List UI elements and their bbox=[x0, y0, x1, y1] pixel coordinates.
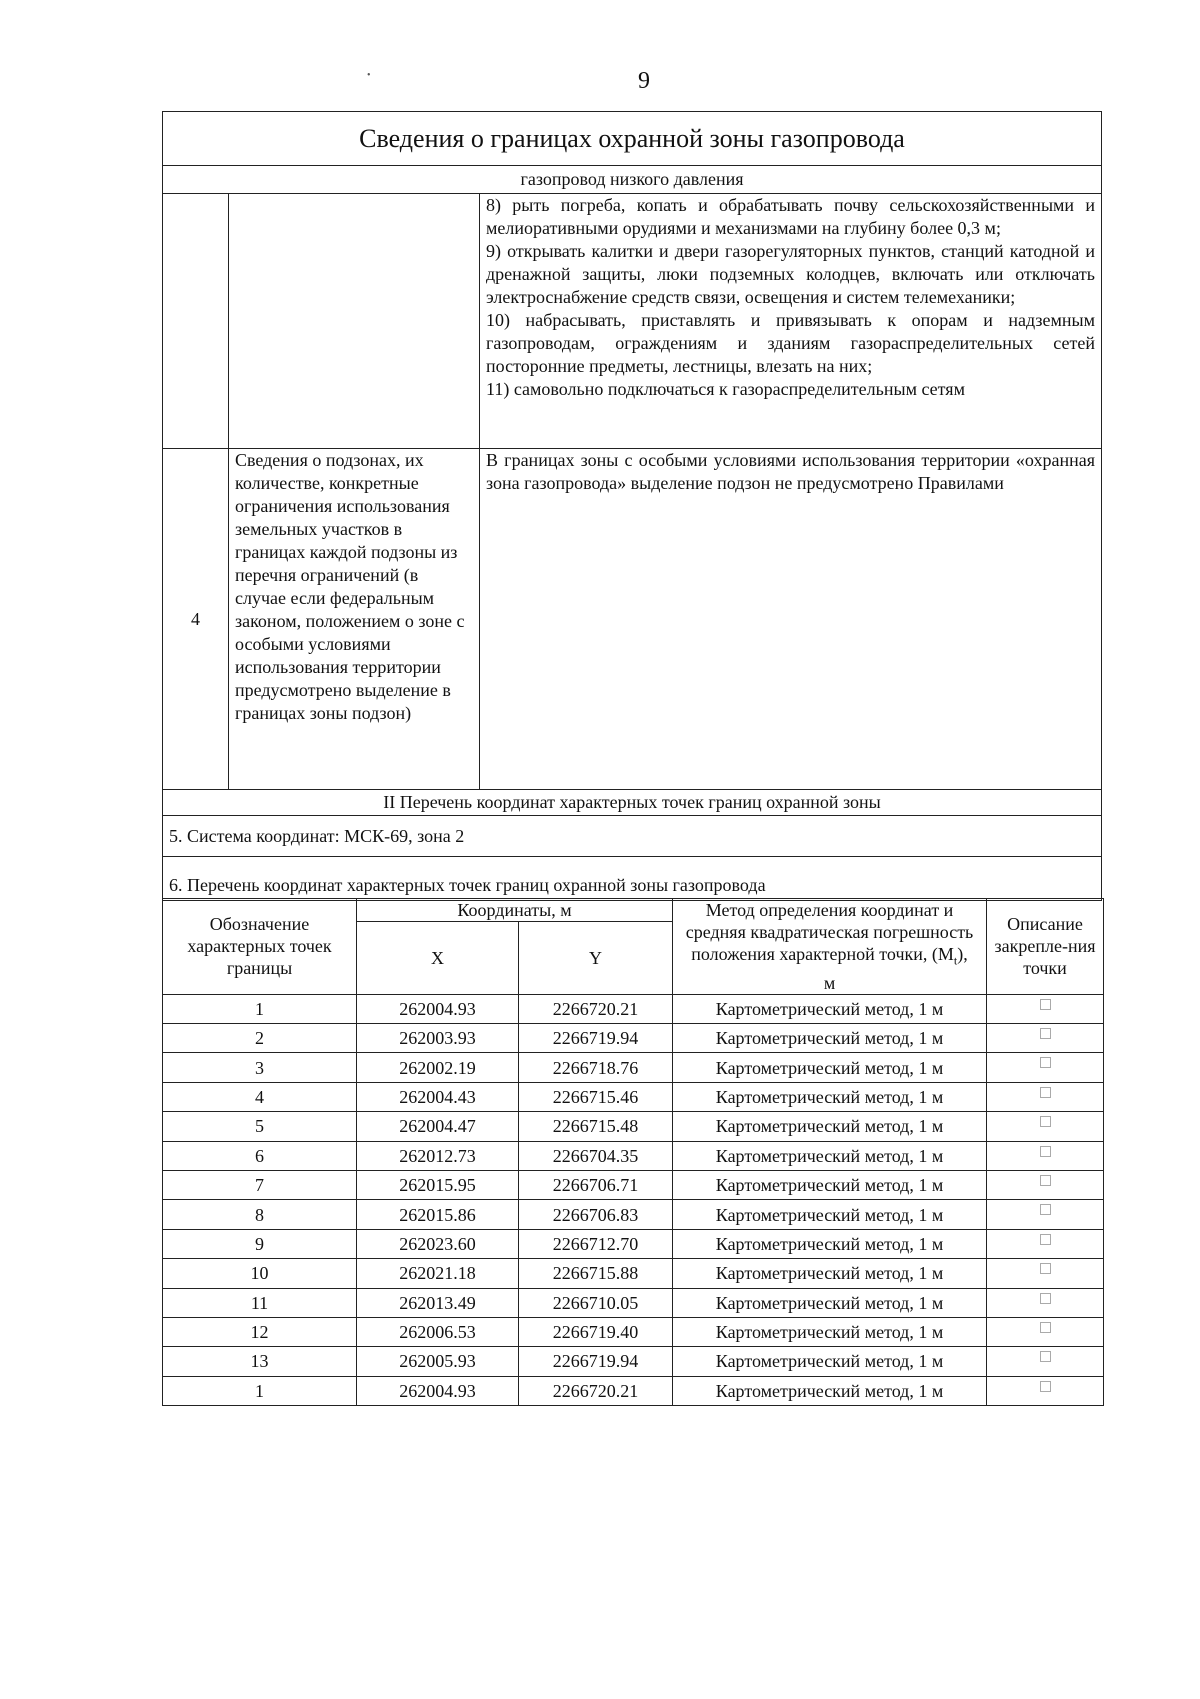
cell-method: Картометрический метод, 1 м bbox=[673, 1376, 987, 1405]
cell-y: 2266718.76 bbox=[519, 1053, 673, 1082]
empty-checkbox-icon bbox=[1040, 1381, 1051, 1392]
cell-y: 2266715.48 bbox=[519, 1112, 673, 1141]
cell-description bbox=[987, 1229, 1104, 1258]
cell-n: 1 bbox=[163, 994, 357, 1023]
header-y: Y bbox=[519, 922, 673, 994]
header-coordinates: Координаты, м bbox=[357, 899, 673, 922]
cell-description bbox=[987, 1112, 1104, 1141]
cell-x: 262013.49 bbox=[357, 1288, 519, 1317]
cell-x: 262004.93 bbox=[357, 994, 519, 1023]
rule-item: 9) открывать калитки и двери газорегуляторных пунктов, станций катодной и дренажной защиты, люки подземных колодцев, включать или отключать электроснабжение средств связи, освещения и систем телемеханики; bbox=[486, 241, 1095, 307]
rule-item: 11) самовольно подключаться к газораспределительным сетям bbox=[486, 379, 965, 399]
cell-description bbox=[987, 1082, 1104, 1111]
table-row bbox=[163, 1317, 1104, 1346]
cell-n: 10 bbox=[163, 1259, 357, 1288]
doc-subtitle: газопровод низкого давления bbox=[163, 166, 1102, 194]
cell-n: 12 bbox=[163, 1317, 357, 1346]
table-row bbox=[163, 1170, 1104, 1199]
scan-dot: • bbox=[367, 70, 371, 81]
cell-description bbox=[987, 1376, 1104, 1405]
cell-x: 262015.95 bbox=[357, 1170, 519, 1199]
cell-description bbox=[987, 1288, 1104, 1317]
cell-x: 262004.47 bbox=[357, 1112, 519, 1141]
cell-y: 2266704.35 bbox=[519, 1141, 673, 1170]
cell-x: 262005.93 bbox=[357, 1347, 519, 1376]
subzones-value: В границах зоны с особыми условиями использования территории «охранная зона газопровода» выделение подзон не предусмотрено Правилами bbox=[480, 449, 1102, 790]
cell-y: 2266719.94 bbox=[519, 1347, 673, 1376]
table-row bbox=[163, 1347, 1104, 1376]
empty-checkbox-icon bbox=[1040, 1175, 1051, 1186]
cell-y: 2266710.05 bbox=[519, 1288, 673, 1317]
cell-x: 262004.93 bbox=[357, 1376, 519, 1405]
cell-n: 5 bbox=[163, 1112, 357, 1141]
cell-y: 2266720.21 bbox=[519, 994, 673, 1023]
section-2-title: II Перечень координат характерных точек границ охранной зоны bbox=[163, 790, 1102, 816]
cell-n: 7 bbox=[163, 1170, 357, 1199]
coordinate-system: 5. Система координат: МСК-69, зона 2 bbox=[163, 816, 1102, 857]
cell-method: Картометрический метод, 1 м bbox=[673, 1112, 987, 1141]
restrictions-cell bbox=[480, 194, 1102, 449]
table-row bbox=[163, 1082, 1104, 1111]
table-row bbox=[163, 1376, 1104, 1405]
empty-checkbox-icon bbox=[1040, 1087, 1051, 1098]
header-method: Метод определения координат и средняя квадратическая погрешность положения характерной точки, $(M_t)$, м bbox=[673, 899, 987, 995]
cell-y: 2266706.83 bbox=[519, 1200, 673, 1229]
cell-method: Картометрический метод, 1 м bbox=[673, 1259, 987, 1288]
cell-method: Картометрический метод, 1 м bbox=[673, 1317, 987, 1346]
cell-method: Картометрический метод, 1 м bbox=[673, 1053, 987, 1082]
cell-x: 262015.86 bbox=[357, 1200, 519, 1229]
cell-n: 2 bbox=[163, 1023, 357, 1052]
table-row bbox=[163, 1288, 1104, 1317]
cell-y: 2266715.46 bbox=[519, 1082, 673, 1111]
empty-checkbox-icon bbox=[1040, 1293, 1051, 1304]
cell-x: 262021.18 bbox=[357, 1259, 519, 1288]
cell-n: 11 bbox=[163, 1288, 357, 1317]
cell-description bbox=[987, 1259, 1104, 1288]
zone-info-table bbox=[162, 111, 1102, 901]
subzones-label: Сведения о подзонах, их количестве, конкретные ограничения использования земельных участков в границах каждой подзоны из перечня ограничений (в случае если федеральным законом, положением о зоне с особыми условиями использования территории предусмотрено выделение в границах зоны подзон) bbox=[229, 449, 480, 790]
cell-n: 1 bbox=[163, 1376, 357, 1405]
cell-y: 2266719.94 bbox=[519, 1023, 673, 1052]
header-point: Обозначение характерных точек границы bbox=[163, 899, 357, 995]
empty-checkbox-icon bbox=[1040, 999, 1051, 1010]
cell-y: 2266706.71 bbox=[519, 1170, 673, 1199]
empty-label-cell bbox=[229, 194, 480, 449]
table-row bbox=[163, 1023, 1104, 1052]
page-number: 9 bbox=[638, 68, 650, 94]
cell-method: Картометрический метод, 1 м bbox=[673, 1229, 987, 1258]
cell-x: 262004.43 bbox=[357, 1082, 519, 1111]
cell-n: 8 bbox=[163, 1200, 357, 1229]
cell-method: Картометрический метод, 1 м bbox=[673, 1200, 987, 1229]
cell-n: 9 bbox=[163, 1229, 357, 1258]
table-row bbox=[163, 1053, 1104, 1082]
cell-description bbox=[987, 1170, 1104, 1199]
table-row bbox=[163, 1141, 1104, 1170]
cell-x: 262012.73 bbox=[357, 1141, 519, 1170]
cell-description bbox=[987, 1200, 1104, 1229]
coordinates-table bbox=[162, 898, 1104, 1406]
header-description: Описание закрепле-ния точки bbox=[987, 899, 1104, 995]
doc-title: Сведения о границах охранной зоны газопровода bbox=[163, 112, 1102, 166]
cell-method: Картометрический метод, 1 м bbox=[673, 994, 987, 1023]
empty-checkbox-icon bbox=[1040, 1146, 1051, 1157]
table-row bbox=[163, 1200, 1104, 1229]
header-x: X bbox=[357, 922, 519, 994]
table-row bbox=[163, 1112, 1104, 1141]
rule-item: 10) набрасывать, приставлять и привязывать к опорам и надземным газопроводам, ограждениям и зданиям газораспределительных сетей посторонние предметы, лестницы, влезать на них; bbox=[486, 310, 1095, 376]
cell-description bbox=[987, 1347, 1104, 1376]
cell-description bbox=[987, 1023, 1104, 1052]
empty-checkbox-icon bbox=[1040, 1322, 1051, 1333]
table-row bbox=[163, 1229, 1104, 1258]
cell-description bbox=[987, 994, 1104, 1023]
cell-description bbox=[987, 1317, 1104, 1346]
empty-checkbox-icon bbox=[1040, 1028, 1051, 1039]
cell-x: 262002.19 bbox=[357, 1053, 519, 1082]
cell-x: 262023.60 bbox=[357, 1229, 519, 1258]
cell-method: Картометрический метод, 1 м bbox=[673, 1288, 987, 1317]
cell-n: 13 bbox=[163, 1347, 357, 1376]
coordinates-list-title: 6. Перечень координат характерных точек границ охранной зоны газопровода bbox=[163, 857, 1102, 901]
empty-checkbox-icon bbox=[1040, 1204, 1051, 1215]
cell-method: Картометрический метод, 1 м bbox=[673, 1347, 987, 1376]
cell-x: 262003.93 bbox=[357, 1023, 519, 1052]
empty-checkbox-icon bbox=[1040, 1263, 1051, 1274]
cell-x: 262006.53 bbox=[357, 1317, 519, 1346]
rule-item: 8) рыть погреба, копать и обрабатывать почву сельскохозяйственными и мелиоративными орудиями и механизмами на глубину более 0,3 м; bbox=[486, 195, 1095, 238]
table-row bbox=[163, 994, 1104, 1023]
cell-y: 2266720.21 bbox=[519, 1376, 673, 1405]
cell-y: 2266719.40 bbox=[519, 1317, 673, 1346]
cell-description bbox=[987, 1053, 1104, 1082]
cell-y: 2266712.70 bbox=[519, 1229, 673, 1258]
cell-method: Картометрический метод, 1 м bbox=[673, 1023, 987, 1052]
cell-method: Картометрический метод, 1 м bbox=[673, 1170, 987, 1199]
cell-y: 2266715.88 bbox=[519, 1259, 673, 1288]
empty-checkbox-icon bbox=[1040, 1351, 1051, 1362]
empty-checkbox-icon bbox=[1040, 1116, 1051, 1127]
cell-n: 4 bbox=[163, 1082, 357, 1111]
table-row bbox=[163, 1259, 1104, 1288]
cell-n: 3 bbox=[163, 1053, 357, 1082]
row-number: 4 bbox=[163, 449, 229, 790]
empty-checkbox-icon bbox=[1040, 1234, 1051, 1245]
cell-method: Картометрический метод, 1 м bbox=[673, 1141, 987, 1170]
cell-description bbox=[987, 1141, 1104, 1170]
empty-checkbox-icon bbox=[1040, 1057, 1051, 1068]
empty-num-cell bbox=[163, 194, 229, 449]
cell-method: Картометрический метод, 1 м bbox=[673, 1082, 987, 1111]
cell-n: 6 bbox=[163, 1141, 357, 1170]
